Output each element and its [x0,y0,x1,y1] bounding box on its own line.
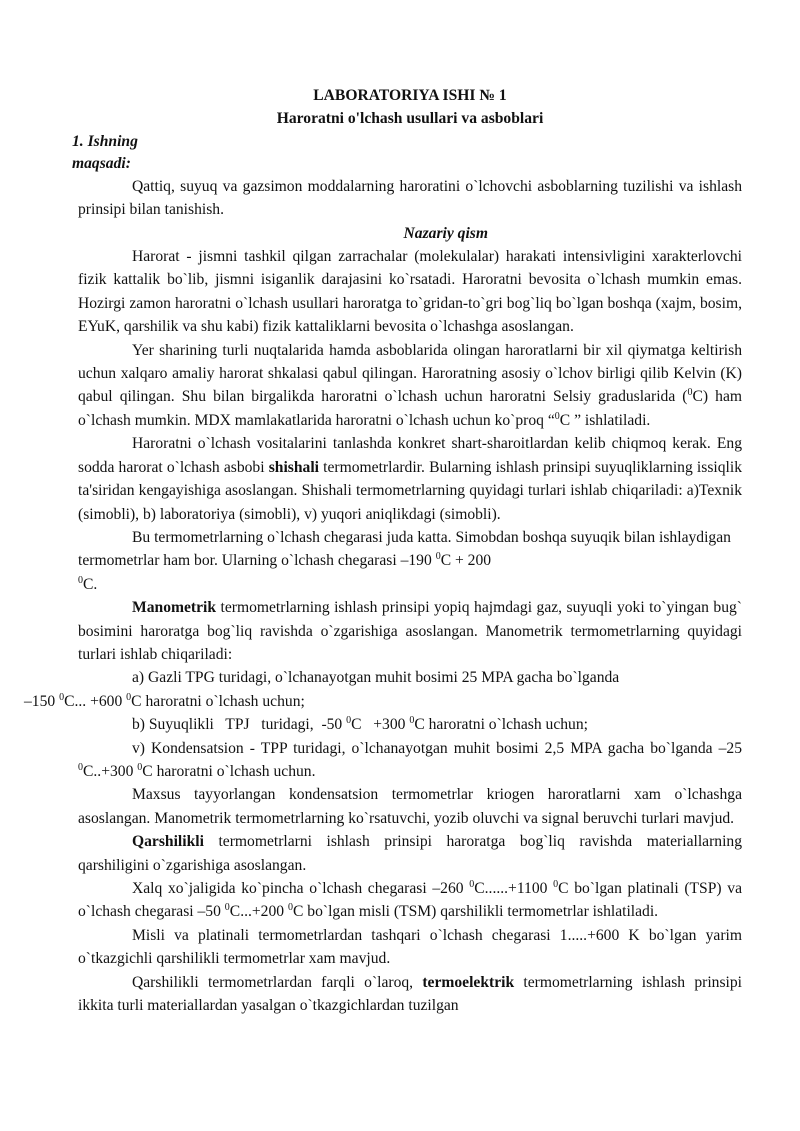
paragraph-manometric [78,596,742,666]
document-title: LABORATORIYA ISHI № 1 [313,87,507,104]
paragraph-platinum-copper [78,877,742,924]
text-run: Qarshilikli termometrlardan farqli o`laroq, [132,973,423,991]
list-item-v [78,737,742,784]
text-run: termometrlarni ishlash prinsipi haroratga bog`liq ravishda materiallarning qarshiligini o`zgarishiga asoslangan. [78,833,742,874]
text-run: Haroratni o`lchash vositalarini tanlashda konkret shart-sharoitlardan kelib chiqmoq kerak. Eng sodda harorat o`lchash asbobi [78,435,742,476]
text-run: C... +600 [64,692,127,710]
text-run: C haroratni o`lchash uchun; [131,692,305,710]
text-run: C + 200 [440,552,492,570]
text-run: Bu termometrlarning o`lchash chegarasi juda katta. Simobdan boshqa suyuqik bilan ishlaydigan termometrlar ham bor. Ularning o`lchash chegarasi –190 [78,528,731,570]
paragraph-semiconductor: Misli va platinali termometrlardan tashqari o`lchash chegarasi 1.....+600 K bo`lgan yarim o`tkazgichli qarshilikli termometrlar xam mavjud. [78,926,742,968]
text-run: C...+200 [229,903,288,921]
text-run: termometrlarning ishlash prinsipi ikkita turli materiallardan yasalgan o`tkazgichlardan tuzilgan [78,973,742,1015]
text-run: –150 [24,692,60,710]
text-run: C haroratni o`lchash uchun; [414,716,588,734]
text-run: Yer sharining turli nuqtalarida hamda asboblarida olingan haroratlarni bir xil qiymatga keltirish uchun xalqaro amaliy harorat shkalasi qabul qilingan. Haroratning asosiy o`lchov birligi qilib Kelvin (K) qabul qilingan. Shu bilan birgalikda haroratni o`lchash uchun haroratni Selsiy graduslarida ( [78,341,742,406]
text-run: C......+1100 [474,880,554,897]
degree-sup: 0 [126,691,132,703]
degree-sup: 0 [287,902,293,914]
paragraph-thermoelectric [78,971,742,1018]
degree-sup: 0 [435,551,441,563]
bold-term: shishali [268,458,319,476]
degree-sup: 0 [78,761,83,773]
text-run: a) Gazli TPG turidagi, o`lchanayotgan muhit bosimi 25 MPA gacha bo`lganda [132,669,620,687]
text-run: b) Suyuqlikli TPJ turidagi, -50 [132,716,347,734]
text-run: C +300 [351,716,410,734]
text-run: Xalq xo`jaligida ko`pincha o`lchash chegarasi –260 [132,880,470,897]
degree-sup: 0 [554,410,560,422]
text-run: termometrlarning ishlash prinsipi yopiq hajmdagi gaz, suyuqli yoki to`yingan bug` bosimini haroratga bog`liq ravishda o`zgarishiga asoslangan. Manometrik termometrlarning quyidagi turlari ishlab chiqariladi: [78,599,742,663]
document-subtitle: Haroratni o'lchash usullari va asboblari [276,110,544,128]
bold-term: Qarshilikli [132,833,204,851]
list-item-a [24,666,742,713]
text-run: C ” ishlatiladi. [559,411,651,429]
text-run: C haroratni o`lchash uchun. [142,762,316,780]
list-item-b [78,713,742,736]
paragraph-definition: Harorat - jismni tashkil qilgan zarrachalar (molekulalar) harakati intensivligini xarakterlovchi fizik kattalik bo`lib, jismni isiganlik darajasini ko`rsatadi. Haroratni bevosita o`lchash mumkin emas. Hozirgi zamon haroratni o`lchash usullari haroratga to`gridan-to`gri bog`liq bo`lgan boshqa (xajm, bosim, EYuK, qarshilik va shu kabi) fizik kattaliklarni bevosita o`lchashga asoslangan. [78,248,742,336]
paragraph-scale [78,339,742,433]
text-run: C. [83,575,98,593]
degree-sup: 0 [553,879,559,890]
degree-sup: 0 [346,715,352,727]
theory-heading: Nazariy qism [403,224,488,242]
bold-term: Manometrik [132,599,217,617]
paragraph-resistance [78,830,742,877]
degree-sup: 0 [469,879,475,890]
paragraph-glass-thermometers [78,432,742,526]
text-run: C) ham o`lchash mumkin. MDX mamlakatlarida haroratni o`lchash uchun ko`proq “ [78,388,742,429]
paragraph-condensation: Maxsus tayyorlangan kondensatsion termometrlar kriogen haroratlarni xam o`lchashga asoslangan. Manometrik termometrlarning ko`rsatuvchi, yozib oluvchi va signal beruvchi turlari mavjud. [78,786,742,827]
degree-sup: 0 [78,574,83,586]
degree-sup: 0 [137,761,143,773]
degree-sup: 0 [687,387,693,399]
document-page [24,84,743,1017]
text-run: C bo`lgan platinali (TSP) va o`lchash chegarasi –50 [78,880,743,921]
paragraph-range [78,526,742,596]
goal-heading: 1. Ishning maqsadi: [72,132,138,172]
text-run: termometrlardir. Bularning ishlash prinsipi suyuqliklarning issiqlik ta'siridan kengayishiga asoslangan. Shishali termometrlarning quyidagi turlari ishlab chiqariladi: a)Texnik (simobli), b) laboratoriya (simobli), v) yuqori aniqlikdagi (simobli). [78,458,742,523]
bold-term: termoelektrik [422,973,515,991]
text-run: v) Kondensatsion - TPP turidagi, o`lchanayotgan muhit bosimi 2,5 MPA gacha bo`lganda –25 [132,739,742,757]
degree-sup: 0 [224,902,230,914]
text-run: C bo`lgan misli (TSM) qarshilikli termometrlar ishlatiladi. [292,903,659,921]
degree-sup: 0 [59,691,65,703]
goal-paragraph: Qattiq, suyuq va gazsimon moddalarning haroratini o`lchovchi asboblarning tuzilishi va ishlash prinsipi bilan tanishish. [78,177,742,219]
text-run: C..+300 [83,762,138,780]
degree-sup: 0 [409,715,415,727]
